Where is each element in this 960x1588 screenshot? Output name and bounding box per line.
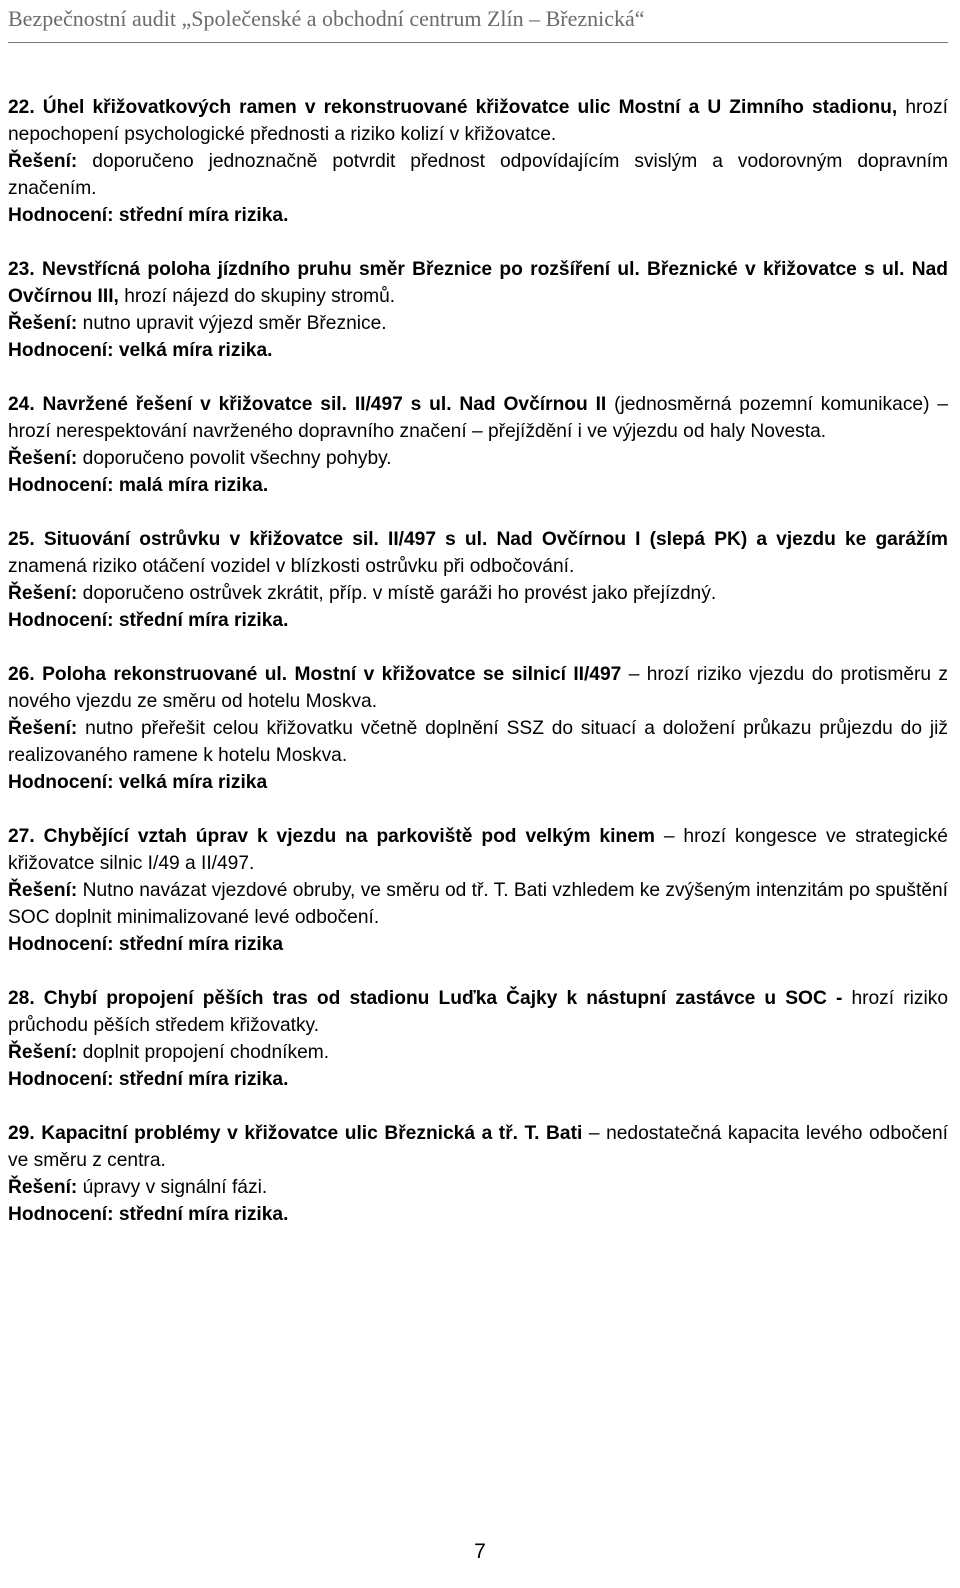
finding-number: 26.: [8, 664, 35, 685]
finding-title: Navržené řešení v křižovatce sil. II/497 s ul. Nad Ovčírnou II: [42, 394, 607, 415]
finding-description: [8, 1120, 948, 1174]
finding-solution: [8, 1174, 948, 1201]
solution-text: doplnit propojení chodníkem.: [82, 1042, 330, 1063]
finding-solution: [8, 580, 948, 607]
finding-title: Chybějící vztah úprav k vjezdu na parkoviště pod velkým kinem: [43, 826, 655, 847]
finding-22: [8, 94, 948, 229]
finding-solution: [8, 445, 948, 472]
finding-title: Nevstřícná poloha jízdního pruhu směr Březnice po rozšíření ul. Březnické v křižovatce s ul. Nad Ovčírnou III,: [8, 259, 948, 307]
solution-label: Řešení:: [8, 313, 78, 334]
finding-rating: Hodnocení: velká míra rizika.: [8, 340, 273, 361]
finding-text: – hrozí kongesce ve strategické křižovatce silnic I/49 a II/497.: [8, 826, 948, 874]
finding-solution: [8, 148, 948, 202]
finding-rating: Hodnocení: střední míra rizika: [8, 934, 284, 955]
solution-text: nutno upravit výjezd směr Březnice.: [82, 313, 387, 334]
finding-text: hrozí nájezd do skupiny stromů.: [124, 286, 396, 307]
finding-rating: Hodnocení: střední míra rizika.: [8, 610, 289, 631]
finding-27: [8, 823, 948, 958]
solution-text: Nutno navázat vjezdové obruby, ve směru od tř. T. Bati vzhledem ke zvýšeným intenzitám po spuštění SOC doplnit minimalizované levé odbočení.: [8, 880, 948, 928]
finding-text: hrozí nepochopení psychologické přednosti a riziko kolizí v křižovatce.: [8, 97, 948, 145]
solution-text: nutno přeřešit celou křižovatku včetně doplnění SSZ do situací a doložení průkazu průjezdu do již realizovaného ramene k hotelu Moskva.: [8, 718, 948, 766]
finding-text: znamená riziko otáčení vozidel v blízkosti ostrůvku při odbočování.: [8, 556, 575, 577]
finding-number: 25.: [8, 529, 35, 550]
solution-label: Řešení:: [8, 448, 78, 469]
finding-rating: Hodnocení: velká míra rizika: [8, 772, 268, 793]
finding-description: [8, 526, 948, 580]
finding-solution: [8, 877, 948, 931]
finding-title: Chybí propojení pěších tras od stadionu Luďka Čajky k nástupní zastávce u SOC -: [43, 988, 843, 1009]
finding-rating: Hodnocení: střední míra rizika.: [8, 1069, 289, 1090]
finding-title: Poloha rekonstruované ul. Mostní v křižovatce se silnicí II/497: [42, 664, 622, 685]
finding-23: [8, 256, 948, 364]
solution-label: Řešení:: [8, 880, 78, 901]
finding-number: 23.: [8, 259, 35, 280]
findings-list: [8, 94, 948, 1255]
finding-description: [8, 661, 948, 715]
finding-title: Situování ostrůvku v křižovatce sil. II/497 s ul. Nad Ovčírnou I (slepá PK) a vjezdu ke garážím: [43, 529, 948, 550]
finding-text: (jednosměrná pozemní komunikace) – hrozí nerespektování navrženého dopravního značení – přejíždění i ve výjezdu od haly Novesta.: [8, 394, 948, 442]
finding-solution: [8, 1039, 948, 1066]
page-header: [8, 6, 948, 43]
solution-label: Řešení:: [8, 151, 78, 172]
solution-text: doporučeno ostrůvek zkrátit, příp. v místě garáži ho provést jako přejízdný.: [82, 583, 717, 604]
finding-rating: Hodnocení: malá míra rizika.: [8, 475, 269, 496]
finding-26: [8, 661, 948, 796]
finding-number: 29.: [8, 1123, 35, 1144]
finding-25: [8, 526, 948, 634]
finding-number: 22.: [8, 97, 35, 118]
finding-number: 27.: [8, 826, 35, 847]
finding-solution: [8, 310, 948, 337]
finding-description: [8, 985, 948, 1039]
page-number: 7: [474, 1540, 486, 1563]
finding-text: – hrozí riziko vjezdu do protisměru z nového vjezdu ze směru od hotelu Moskva.: [8, 664, 949, 712]
finding-number: 24.: [8, 394, 35, 415]
solution-label: Řešení:: [8, 718, 78, 739]
finding-29: [8, 1120, 948, 1228]
finding-description: [8, 256, 948, 310]
solution-label: Řešení:: [8, 1042, 78, 1063]
finding-rating: Hodnocení: střední míra rizika.: [8, 1204, 289, 1225]
finding-description: [8, 94, 948, 148]
finding-number: 28.: [8, 988, 35, 1009]
solution-label: Řešení:: [8, 1177, 78, 1198]
finding-description: [8, 823, 948, 877]
solution-text: úpravy v signální fázi.: [82, 1177, 268, 1198]
finding-24: [8, 391, 948, 499]
finding-rating: Hodnocení: střední míra rizika.: [8, 205, 289, 226]
header-title: Bezpečnostní audit „Společenské a obchodní centrum Zlín – Březnická“: [8, 6, 645, 31]
finding-description: [8, 391, 948, 445]
solution-label: Řešení:: [8, 583, 78, 604]
solution-text: doporučeno jednoznačně potvrdit přednost odpovídajícím svislým a vodorovným dopravním značením.: [8, 151, 948, 199]
finding-title: Úhel křižovatkových ramen v rekonstruované křižovatce ulic Mostní a U Zimního stadionu,: [42, 97, 898, 118]
solution-text: doporučeno povolit všechny pohyby.: [82, 448, 392, 469]
finding-title: Kapacitní problémy v křižovatce ulic Březnická a tř. T. Bati: [41, 1123, 583, 1144]
finding-text: – nedostatečná kapacita levého odbočení ve směru z centra.: [8, 1123, 948, 1171]
finding-text: hrozí riziko průchodu pěších středem křižovatky.: [8, 988, 948, 1036]
finding-solution: [8, 715, 948, 769]
finding-28: [8, 985, 948, 1093]
